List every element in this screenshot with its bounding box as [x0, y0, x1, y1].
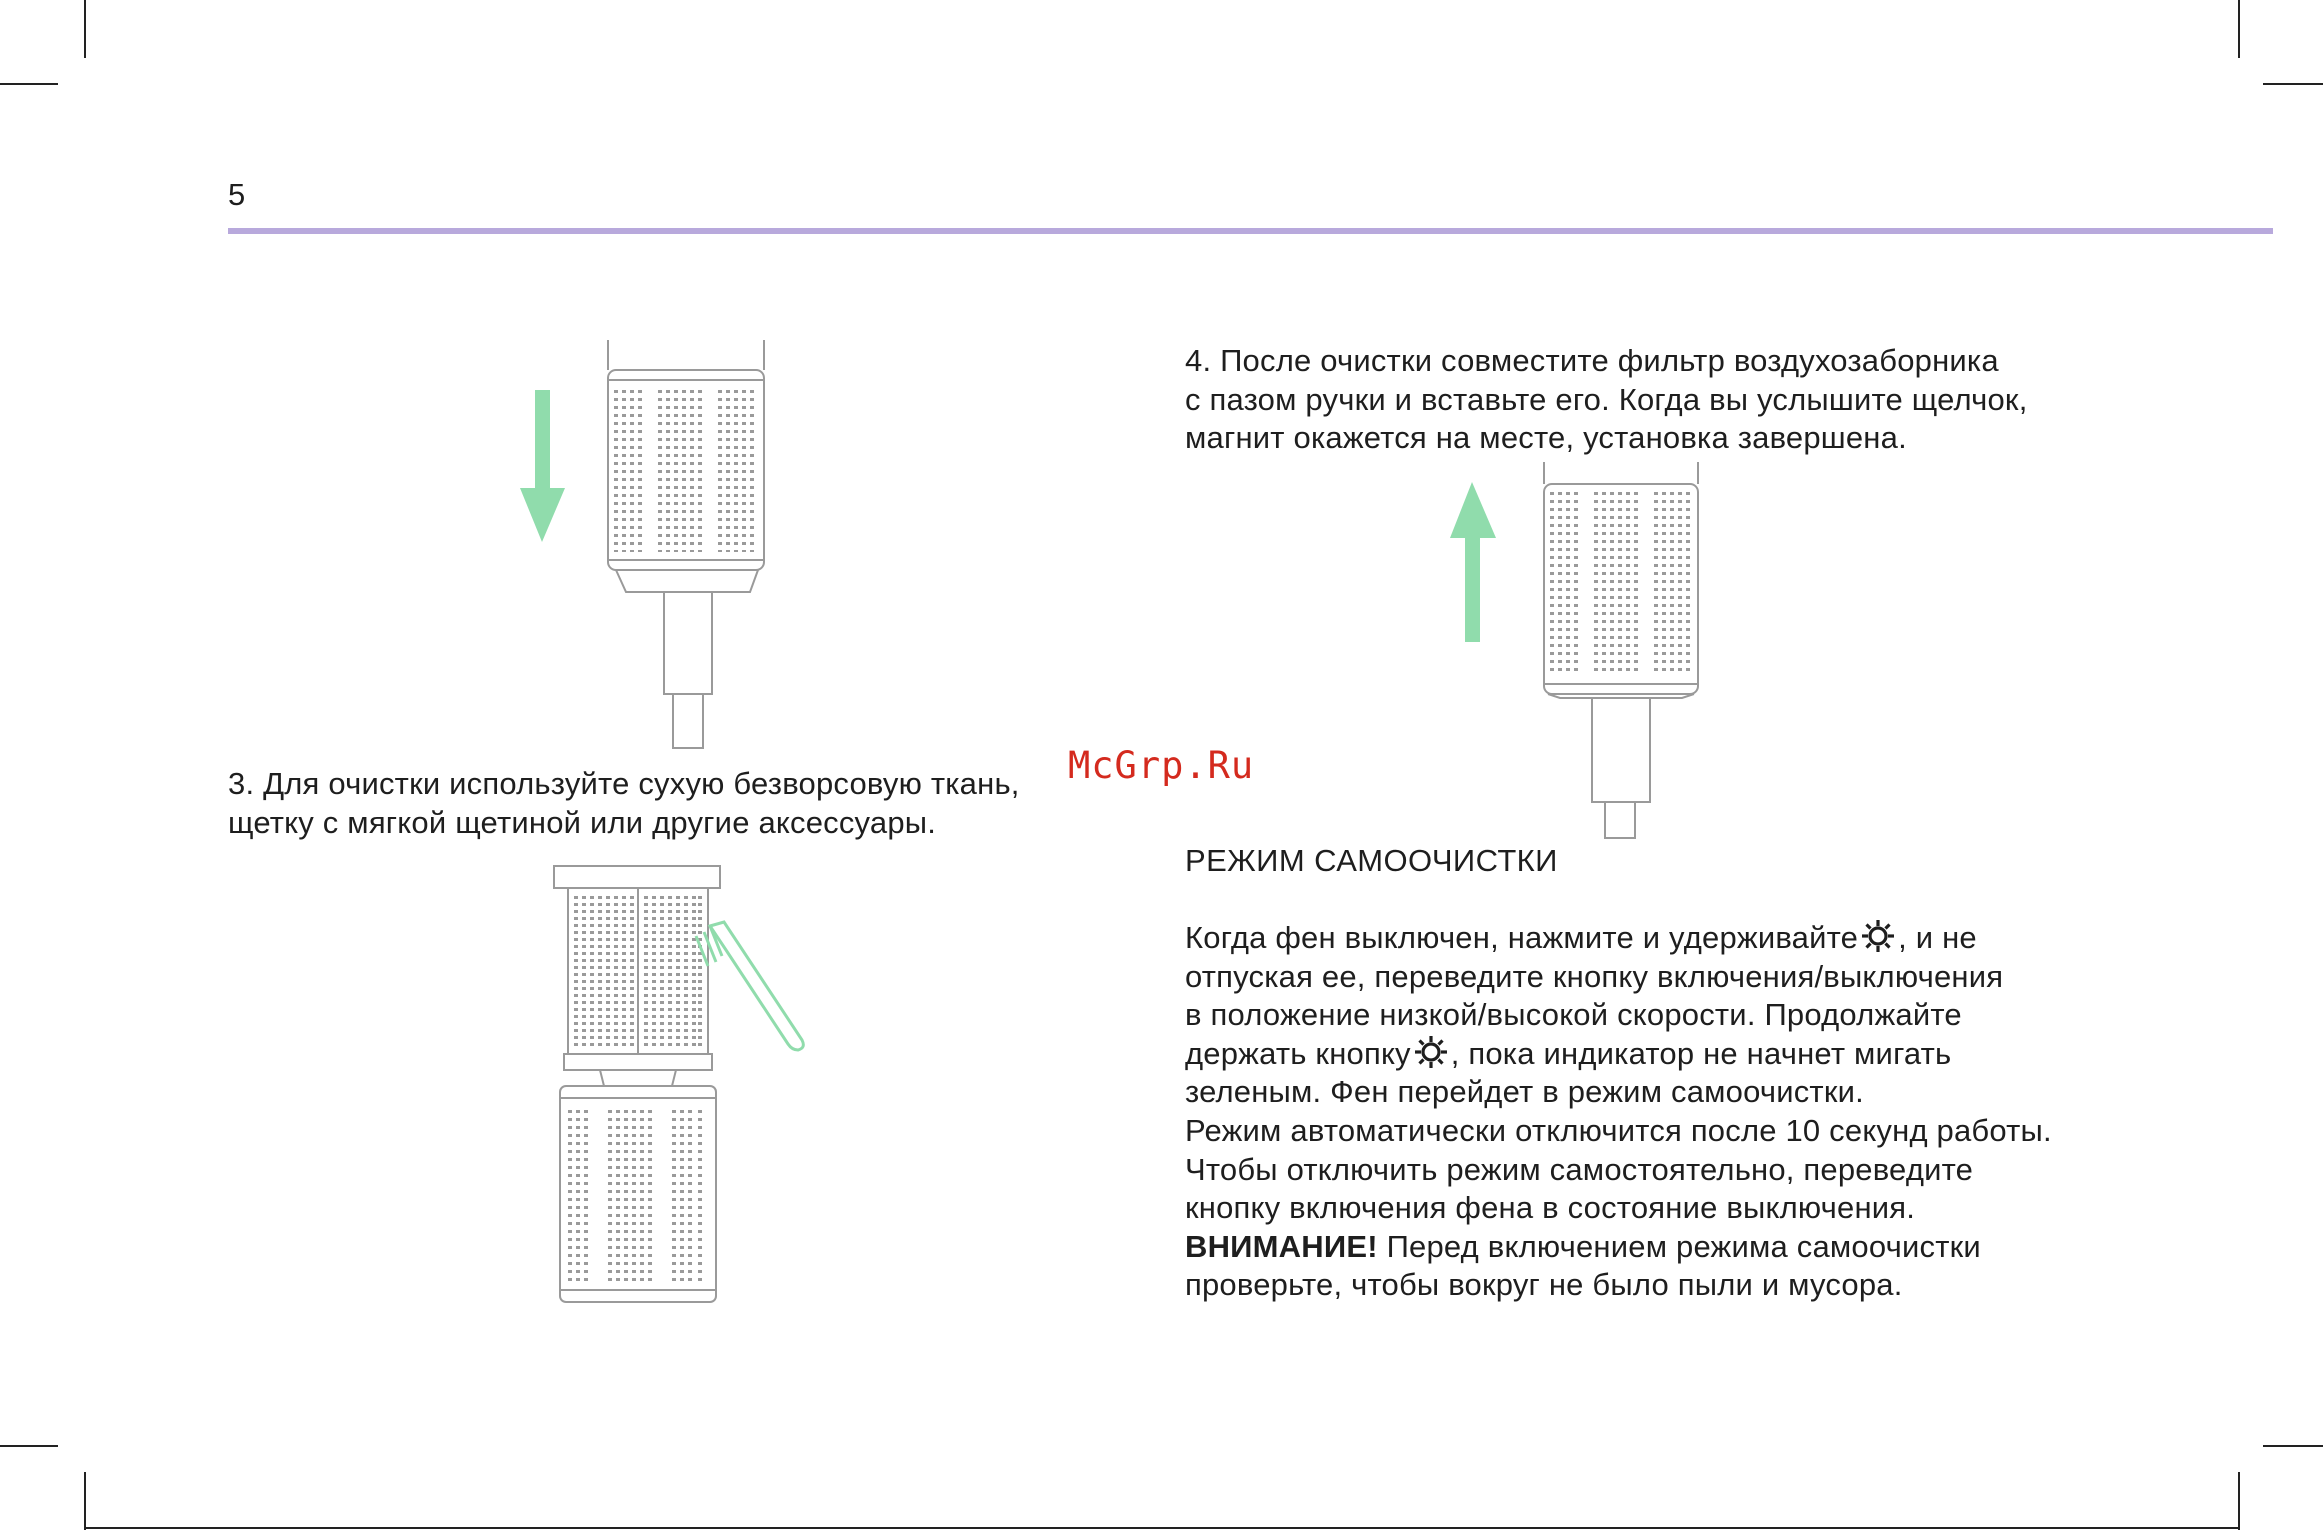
header-rule	[228, 228, 2273, 234]
self-clean-line-2: отпуская ее, переведите кнопку включения/выключения	[1185, 958, 2004, 994]
crop-mark	[2238, 1472, 2240, 1530]
crop-mark	[84, 0, 86, 58]
self-clean-line-3: в положение низкой/высокой скорости. Продолжайте	[1185, 997, 1962, 1033]
crop-mark	[0, 1445, 58, 1447]
self-clean-warning: ВНИМАНИЕ! Перед включением режима самоочистки	[1185, 1228, 1981, 1264]
self-clean-line-8: кнопку включения фена в состояние выключения.	[1185, 1190, 1916, 1226]
watermark: McGrp.Ru	[1068, 744, 1255, 787]
step-4-text: 4. После очистки совместите фильтр воздухозаборника с пазом ручки и вставьте его. Когда вы услышите щелчок, магнит окажется на месте, установка завершена.	[1185, 343, 2028, 456]
crop-mark	[2263, 83, 2323, 85]
self-clean-line-10: проверьте, чтобы вокруг не было пыли и мусора.	[1185, 1267, 1903, 1303]
crop-mark	[2238, 0, 2240, 58]
bottom-border	[84, 1527, 2240, 1529]
self-clean-line-5: зеленым. Фен перейдет в режим самоочистки.	[1185, 1074, 1864, 1110]
self-clean-heading: РЕЖИМ САМООЧИСТКИ	[1185, 843, 1558, 878]
crop-mark	[2263, 1445, 2323, 1447]
page-number: 5	[228, 177, 246, 212]
self-clean-line-7: Чтобы отключить режим самостоятельно, переведите	[1185, 1151, 1974, 1187]
filter-insertion-illustration	[1450, 462, 1710, 842]
self-clean-line-6: Режим автоматически отключится после 10 секунд работы.	[1185, 1112, 2052, 1148]
crop-mark	[0, 83, 58, 85]
arrow-down-icon	[520, 390, 565, 542]
sun-gear-icon	[1414, 1035, 1448, 1069]
brush-icon	[696, 922, 803, 1050]
step-3-text: 3. Для очистки используйте сухую безворсовую ткань, щетку с мягкой щетиной или другие аксессуары.	[228, 766, 1020, 840]
crop-mark	[84, 1472, 86, 1530]
self-clean-body	[1185, 919, 2052, 1305]
warning-label: ВНИМАНИЕ!	[1185, 1228, 1378, 1264]
filter-brush-cleaning-illustration	[550, 866, 810, 1306]
sun-gear-icon	[1861, 919, 1895, 953]
self-clean-line-1: Когда фен выключен, нажмите и удерживайте , и не	[1185, 920, 1977, 955]
arrow-up-icon	[1450, 482, 1496, 642]
self-clean-line-4: держать кнопку , пока индикатор не начнет мигать	[1185, 1035, 1952, 1071]
filter-removal-illustration	[520, 340, 780, 750]
